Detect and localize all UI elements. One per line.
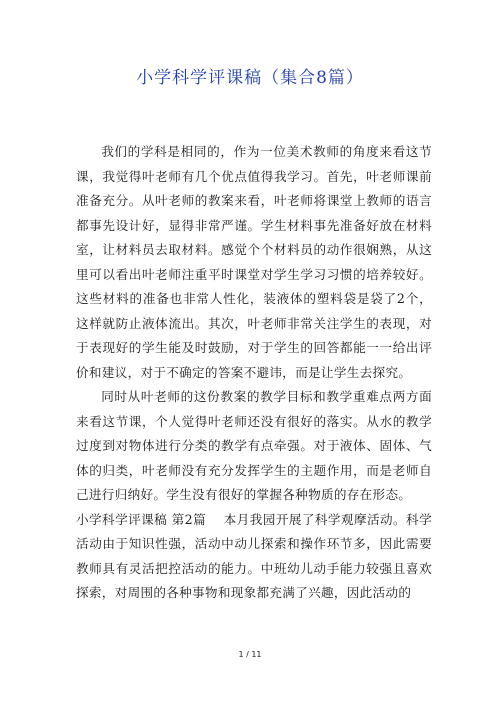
paragraph-2: 同时从叶老师的这份教案的教学目标和教学重难点两方面来看这节课，个人觉得叶老师还没有很好的落实。从水的教学过度到对物体进行分类的教学有点牵强。对于液体、固体、气体的归类，叶老师没有充分发挥学生的主题作用，而是老师自己进行归纳好。学生没有很好的掌握各种物质的存在形态。 (76, 389, 432, 502)
paragraph-3: 本月我园开展了科学观摩活动。科学活动由于知识性强，活动中动儿探索和操作环节多，因此需要教师具有灵活把控活动的能力。中班幼儿动手能力较强且喜欢探索，对周围的各种事物和现象都充满了兴趣，因此活动的 (76, 511, 432, 600)
paragraph-1: 我们的学科是相同的，作为一位美术教师的角度来看这节课，我觉得叶老师有几个优点值得我学习。首先，叶老师课前准备充分。从叶老师的教案来看，叶老师将课堂上教师的语言都事先设计好，显得非常严谨。学生材料事先准备好放在材料室，让材料员去取材料。感觉个个材料员的动作很娴熟，从这里可以看出叶老师注重平时课堂对学生学习习惯的培养较好。这些材料的准备也非常人性化，装液体的塑料袋是袋了2个，这样就防止液体流出。其次，叶老师非常关注学生的表现，对于表现好的学生能及时鼓励，对于学生的回答都能一一给出评价和建议，对于不确定的答案不避讳，而是让学生去探究。 (76, 144, 432, 380)
document-title: 小学科学评课稿（集合8篇） (136, 68, 364, 88)
page-number: 1 / 11 (238, 650, 262, 659)
section-2-paragraph (76, 508, 432, 606)
section-2-heading: 小学科学评课稿 第2篇 (76, 511, 207, 527)
document-body (76, 140, 432, 606)
